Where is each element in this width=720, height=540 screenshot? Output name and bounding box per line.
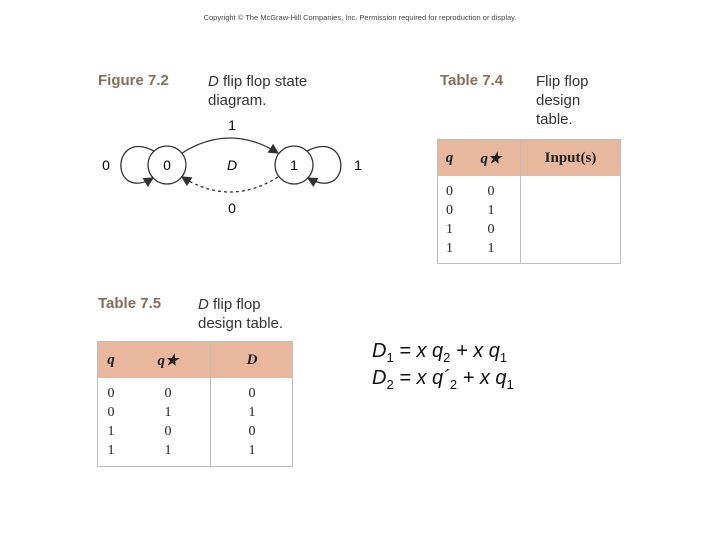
table-7-4-header-q: q [445,149,454,166]
figure-7-2-title-rest: flip flop state [218,73,308,90]
transition-0-to-1-arrow [182,138,278,153]
transition-1-to-0-arrow [182,177,278,192]
table-row [437,220,621,239]
table-7-5 [97,342,293,460]
cell: 0 [107,404,115,420]
cell [520,182,621,201]
table-7-5-header-qstar: q★ [157,352,179,369]
loop-label-right: 1 [354,157,362,173]
table-row [97,441,293,460]
cell: 0 [446,183,453,199]
cell: 0 [446,202,453,218]
table-7-5-title-line2: design table. [198,315,284,332]
table-7-5-header-d: D [246,351,258,368]
figure-7-2-title-d: D [208,73,219,90]
cell: 1 [107,423,115,439]
eq2-term1-sub: 2 [449,377,458,392]
table-7-5-title-rest: flip flop [208,296,261,313]
state-0-label: 0 [163,157,171,173]
table-7-5-label: Table 7.5 [98,295,162,312]
table-7-5-header-q: q [107,351,115,368]
cell: 1 [487,240,495,256]
equation-d1 [372,340,507,365]
table-7-4-header-qstar: q★ [480,150,502,167]
eq2-term1: = x q´ [393,367,450,389]
table-row [97,403,293,422]
cell: 1 [487,202,495,218]
eq1-term2-sub: 1 [499,350,508,365]
table-7-5-right-rule [292,342,293,467]
figure-7-2-title [208,72,307,110]
table-7-4 [437,140,621,258]
table-row [97,422,293,441]
state-d-label: D [226,157,238,173]
cell: 1 [248,442,256,458]
eq2-term2-sub: 1 [506,377,514,392]
table-7-5-mid-rule [210,342,211,467]
eq1-term2: + x q [450,340,500,362]
cell: 0 [164,385,172,401]
cell: 0 [248,385,256,401]
eq1-lhs: D [372,340,387,362]
table-7-4-mid-rule [520,140,521,264]
state-1-label: 1 [290,157,298,173]
cell: 0 [248,423,256,439]
cell: 0 [107,385,115,401]
cell [520,239,621,258]
table-7-4-title-line3: table. [536,111,573,128]
cell [520,220,621,239]
cell: 0 [164,423,172,439]
cell: 0 [487,183,495,199]
table-7-5-title [198,295,283,333]
figure-7-2-label: Figure 7.2 [98,72,169,89]
eq1-lhs-sub: 1 [386,350,394,365]
table-7-4-title-line1: Flip flop [536,73,589,90]
cell: 0 [487,221,495,237]
cell: 1 [248,404,256,420]
copyright-notice: Copyright © The McGraw-Hill Companies, Inc. Permission required for reproduction or display. [203,13,517,22]
cell: 1 [446,221,453,237]
table-7-4-left-rule [437,140,438,264]
table-7-5-left-rule [97,342,98,467]
cell: 1 [107,442,115,458]
eq2-lhs-sub: 2 [386,377,394,392]
figure-7-2-title-line2: diagram. [208,92,267,109]
eq1-term1: = x q [393,340,444,362]
cell: 1 [164,404,172,420]
cell: 1 [446,240,453,256]
table-7-4-label: Table 7.4 [440,72,504,89]
state-diagram [90,108,380,218]
arrow-label-top: 1 [228,117,236,133]
eq1-term1-sub: 2 [443,350,451,365]
table-7-4-bottom-rule [437,263,621,264]
table-7-4-title [536,72,589,129]
table-7-4-header-inputs: Input(s) [544,149,597,166]
arrow-label-bottom: 0 [228,200,236,216]
table-7-5-title-d: D [198,296,209,313]
table-7-4-title-line2: design [536,92,581,109]
loop-label-left: 0 [102,157,110,173]
cell [520,201,621,220]
equation-d2 [372,367,514,392]
cell: 1 [164,442,172,458]
eq2-term2: + x q [457,367,507,389]
eq2-lhs: D [372,367,387,389]
table-row [437,201,621,220]
table-row [97,384,293,403]
table-7-5-bottom-rule [97,466,293,467]
table-7-4-right-rule [620,140,621,264]
table-row [437,239,621,258]
table-row [437,182,621,201]
